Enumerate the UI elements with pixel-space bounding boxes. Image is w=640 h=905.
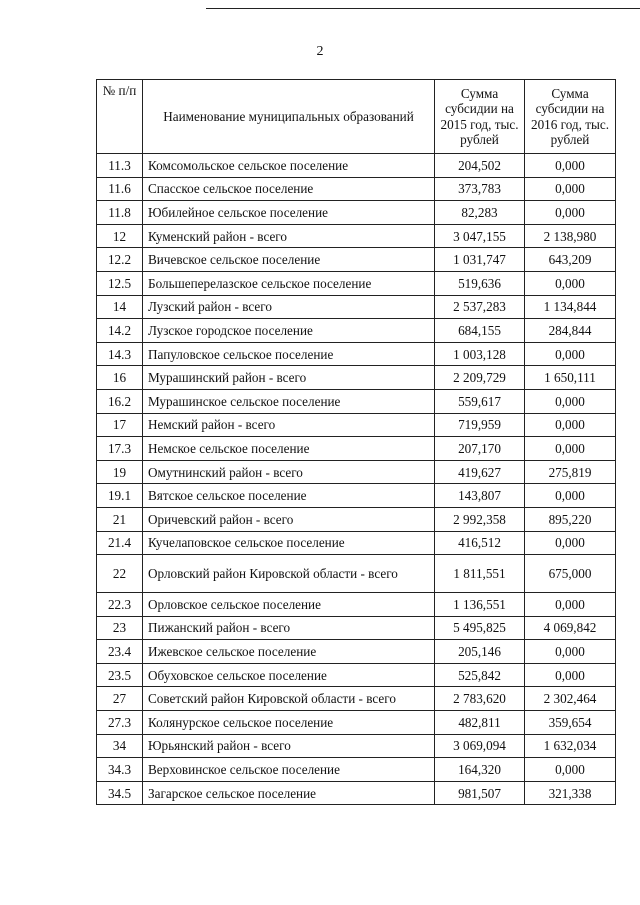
municipality-name: Юрьянский район - всего [143,734,435,758]
subsidy-2015: 416,512 [435,531,525,555]
subsidy-2016: 2 302,464 [525,687,616,711]
municipality-name: Большеперелазское сельское поселение [143,271,435,295]
row-number: 34.3 [97,758,143,782]
subsidy-2015: 1 136,551 [435,593,525,617]
table-row [97,319,616,343]
subsidy-2016: 895,220 [525,507,616,531]
table-row [97,663,616,687]
table-row [97,224,616,248]
municipality-name: Омутнинский район - всего [143,460,435,484]
subsidy-2015: 3 047,155 [435,224,525,248]
subsidy-2016: 643,209 [525,248,616,272]
municipality-name: Орловский район Кировской области - всего [143,555,435,593]
subsidy-2016: 0,000 [525,484,616,508]
subsidy-2015: 2 537,283 [435,295,525,319]
subsidy-2015: 719,959 [435,413,525,437]
row-number: 11.6 [97,177,143,201]
subsidy-2015: 164,320 [435,758,525,782]
municipality-name: Пижанский район - всего [143,616,435,640]
subsidy-2016: 675,000 [525,555,616,593]
subsidy-2016: 0,000 [525,389,616,413]
table-row [97,295,616,319]
row-number: 11.3 [97,154,143,178]
table-row [97,248,616,272]
row-number: 11.8 [97,201,143,225]
subsidy-2016: 0,000 [525,531,616,555]
row-number: 19 [97,460,143,484]
subsidy-2015: 82,283 [435,201,525,225]
subsidy-2015: 373,783 [435,177,525,201]
subsidy-2016: 0,000 [525,593,616,617]
table-row [97,687,616,711]
subsidy-2016: 0,000 [525,413,616,437]
subsidy-2016: 0,000 [525,758,616,782]
subsidy-2016: 0,000 [525,663,616,687]
subsidy-2016: 4 069,842 [525,616,616,640]
table-row [97,507,616,531]
municipality-name: Колянурское сельское поселение [143,711,435,735]
municipality-name: Вичевское сельское поселение [143,248,435,272]
subsidy-2015: 1 811,551 [435,555,525,593]
subsidy-2016: 0,000 [525,201,616,225]
municipality-name: Орловское сельское поселение [143,593,435,617]
subsidy-2015: 419,627 [435,460,525,484]
municipality-name: Немский район - всего [143,413,435,437]
subsidy-2015: 684,155 [435,319,525,343]
row-number: 14 [97,295,143,319]
subsidy-2015: 2 783,620 [435,687,525,711]
subsidy-2015: 2 209,729 [435,366,525,390]
table-row [97,389,616,413]
table-row [97,593,616,617]
subsidy-2015: 519,636 [435,271,525,295]
row-number: 21.4 [97,531,143,555]
table-row [97,342,616,366]
subsidy-2015: 204,502 [435,154,525,178]
page-number: 2 [316,44,324,59]
table-row [97,460,616,484]
municipality-name: Мурашинское сельское поселение [143,389,435,413]
municipality-name: Советский район Кировской области - всего [143,687,435,711]
municipality-name: Вятское сельское поселение [143,484,435,508]
subsidy-2015: 5 495,825 [435,616,525,640]
table-row [97,413,616,437]
subsidy-2015: 207,170 [435,437,525,461]
subsidy-2016: 275,819 [525,460,616,484]
municipality-name: Загарское сельское поселение [143,781,435,805]
row-number: 12.2 [97,248,143,272]
table-row [97,366,616,390]
row-number: 17.3 [97,437,143,461]
municipality-name: Мурашинский район - всего [143,366,435,390]
subsidy-2016: 1 134,844 [525,295,616,319]
table-header [97,80,616,154]
row-number: 23.5 [97,663,143,687]
table-row [97,711,616,735]
municipality-name: Немское сельское поселение [143,437,435,461]
subsidy-2016: 0,000 [525,437,616,461]
row-number: 21 [97,507,143,531]
subsidy-2016: 284,844 [525,319,616,343]
row-number: 14.2 [97,319,143,343]
subsidy-2015: 3 069,094 [435,734,525,758]
header-sum-2016: Сумма субсидии на 2016 год, тыс. рублей [525,80,616,154]
row-number: 27.3 [97,711,143,735]
subsidy-2016: 1 632,034 [525,734,616,758]
subsidy-2015: 525,842 [435,663,525,687]
subsidy-table [96,79,616,805]
municipality-name: Куменский район - всего [143,224,435,248]
municipality-name: Комсомольское сельское поселение [143,154,435,178]
subsidy-2015: 2 992,358 [435,507,525,531]
subsidy-2016: 321,338 [525,781,616,805]
row-number: 12 [97,224,143,248]
municipality-name: Обуховское сельское поселение [143,663,435,687]
municipality-name: Ижевское сельское поселение [143,640,435,664]
header-num: № п/п [97,80,143,154]
table-row [97,437,616,461]
row-number: 23.4 [97,640,143,664]
subsidy-2016: 359,654 [525,711,616,735]
row-number: 17 [97,413,143,437]
row-number: 34.5 [97,781,143,805]
subsidy-2015: 559,617 [435,389,525,413]
municipality-name: Спасское сельское поселение [143,177,435,201]
header-name: Наименование муниципальных образований [143,80,435,154]
row-number: 14.3 [97,342,143,366]
municipality-name: Оричевский район - всего [143,507,435,531]
subsidy-2016: 2 138,980 [525,224,616,248]
header-sum-2015: Сумма субсидии на 2015 год, тыс. рублей [435,80,525,154]
municipality-name: Верховинское сельское поселение [143,758,435,782]
subsidy-2016: 0,000 [525,154,616,178]
subsidy-2016: 1 650,111 [525,366,616,390]
subsidy-2015: 1 003,128 [435,342,525,366]
subsidy-2016: 0,000 [525,271,616,295]
row-number: 16.2 [97,389,143,413]
table-row [97,154,616,178]
top-rule [206,8,640,9]
row-number: 16 [97,366,143,390]
table-row [97,271,616,295]
table-row [97,781,616,805]
table-row [97,616,616,640]
municipality-name: Кучелаповское сельское поселение [143,531,435,555]
row-number: 12.5 [97,271,143,295]
row-number: 19.1 [97,484,143,508]
subsidy-2015: 981,507 [435,781,525,805]
row-number: 22 [97,555,143,593]
subsidy-2016: 0,000 [525,342,616,366]
subsidy-2015: 143,807 [435,484,525,508]
row-number: 22.3 [97,593,143,617]
subsidy-2015: 482,811 [435,711,525,735]
municipality-name: Лузский район - всего [143,295,435,319]
subsidy-2016: 0,000 [525,640,616,664]
municipality-name: Юбилейное сельское поселение [143,201,435,225]
table-row [97,734,616,758]
table-row [97,201,616,225]
table-row [97,555,616,593]
table-row [97,531,616,555]
subsidy-2015: 1 031,747 [435,248,525,272]
table-row [97,177,616,201]
table-row [97,640,616,664]
row-number: 23 [97,616,143,640]
table-row [97,758,616,782]
table-row [97,484,616,508]
subsidy-2016: 0,000 [525,177,616,201]
municipality-name: Лузское городское поселение [143,319,435,343]
municipality-name: Папуловское сельское поселение [143,342,435,366]
row-number: 27 [97,687,143,711]
table-body [97,154,616,805]
row-number: 34 [97,734,143,758]
subsidy-2015: 205,146 [435,640,525,664]
